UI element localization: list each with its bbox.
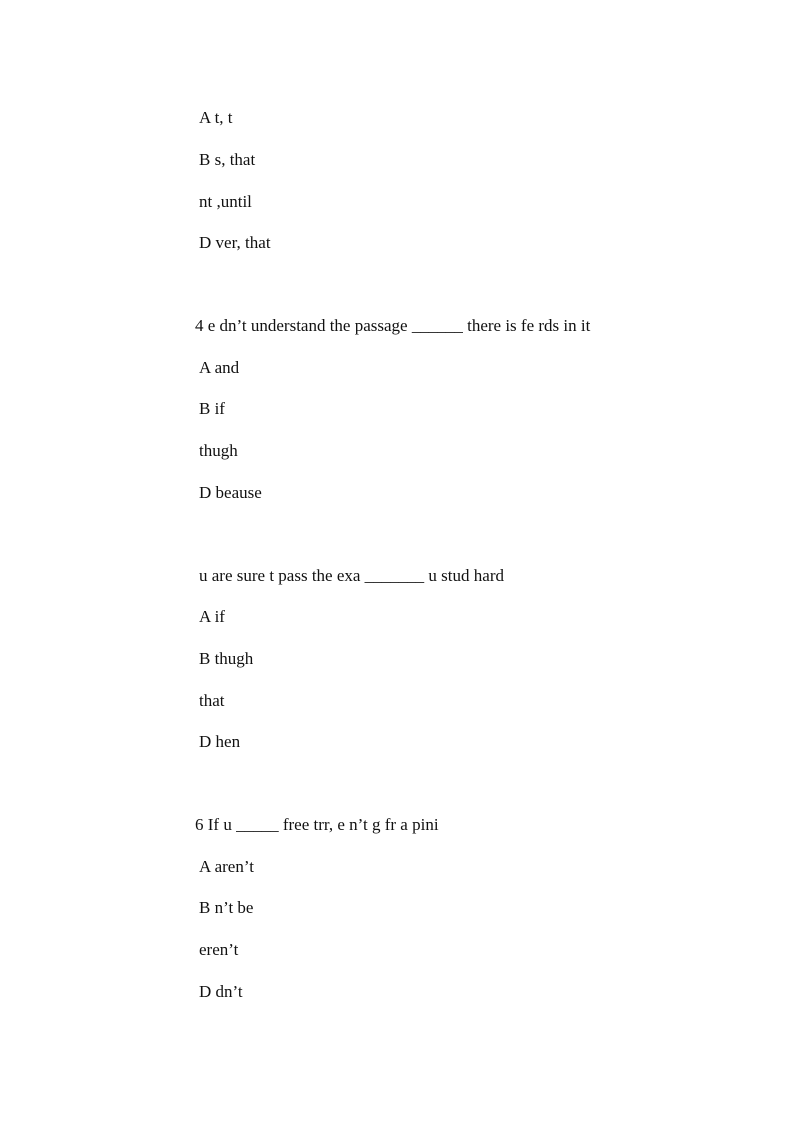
question-6-text: 6 If u _____ free trr, e n’t g fr a pini (195, 815, 439, 834)
block1-option-c: nt ,until (199, 192, 252, 211)
question-5-option-d: D hen (199, 732, 241, 751)
question-4-option-c: thugh (199, 441, 238, 460)
question-4-text: 4 e dn’t understand the passage ______ there is fe rds in it (195, 316, 591, 335)
question-4-option-a: A and (199, 358, 240, 377)
question-5-option-b: B thugh (199, 649, 254, 668)
question-6-option-d: D dn’t (199, 982, 243, 1001)
block1-option-d: D ver, that (199, 233, 271, 252)
block1-option-a: A t, t (199, 108, 233, 127)
block1-option-b: B s, that (199, 150, 256, 169)
question-5-option-c: that (199, 691, 225, 710)
question-6-option-a: A aren’t (199, 857, 254, 876)
question-4-option-d: D beause (199, 483, 262, 502)
question-5-text: u are sure t pass the exa _______ u stud hard (199, 566, 504, 585)
question-6-option-c: eren’t (199, 940, 239, 959)
question-5-option-a: A if (199, 607, 225, 626)
question-4-option-b: B if (199, 399, 225, 418)
question-6-option-b: B n’t be (199, 898, 254, 917)
